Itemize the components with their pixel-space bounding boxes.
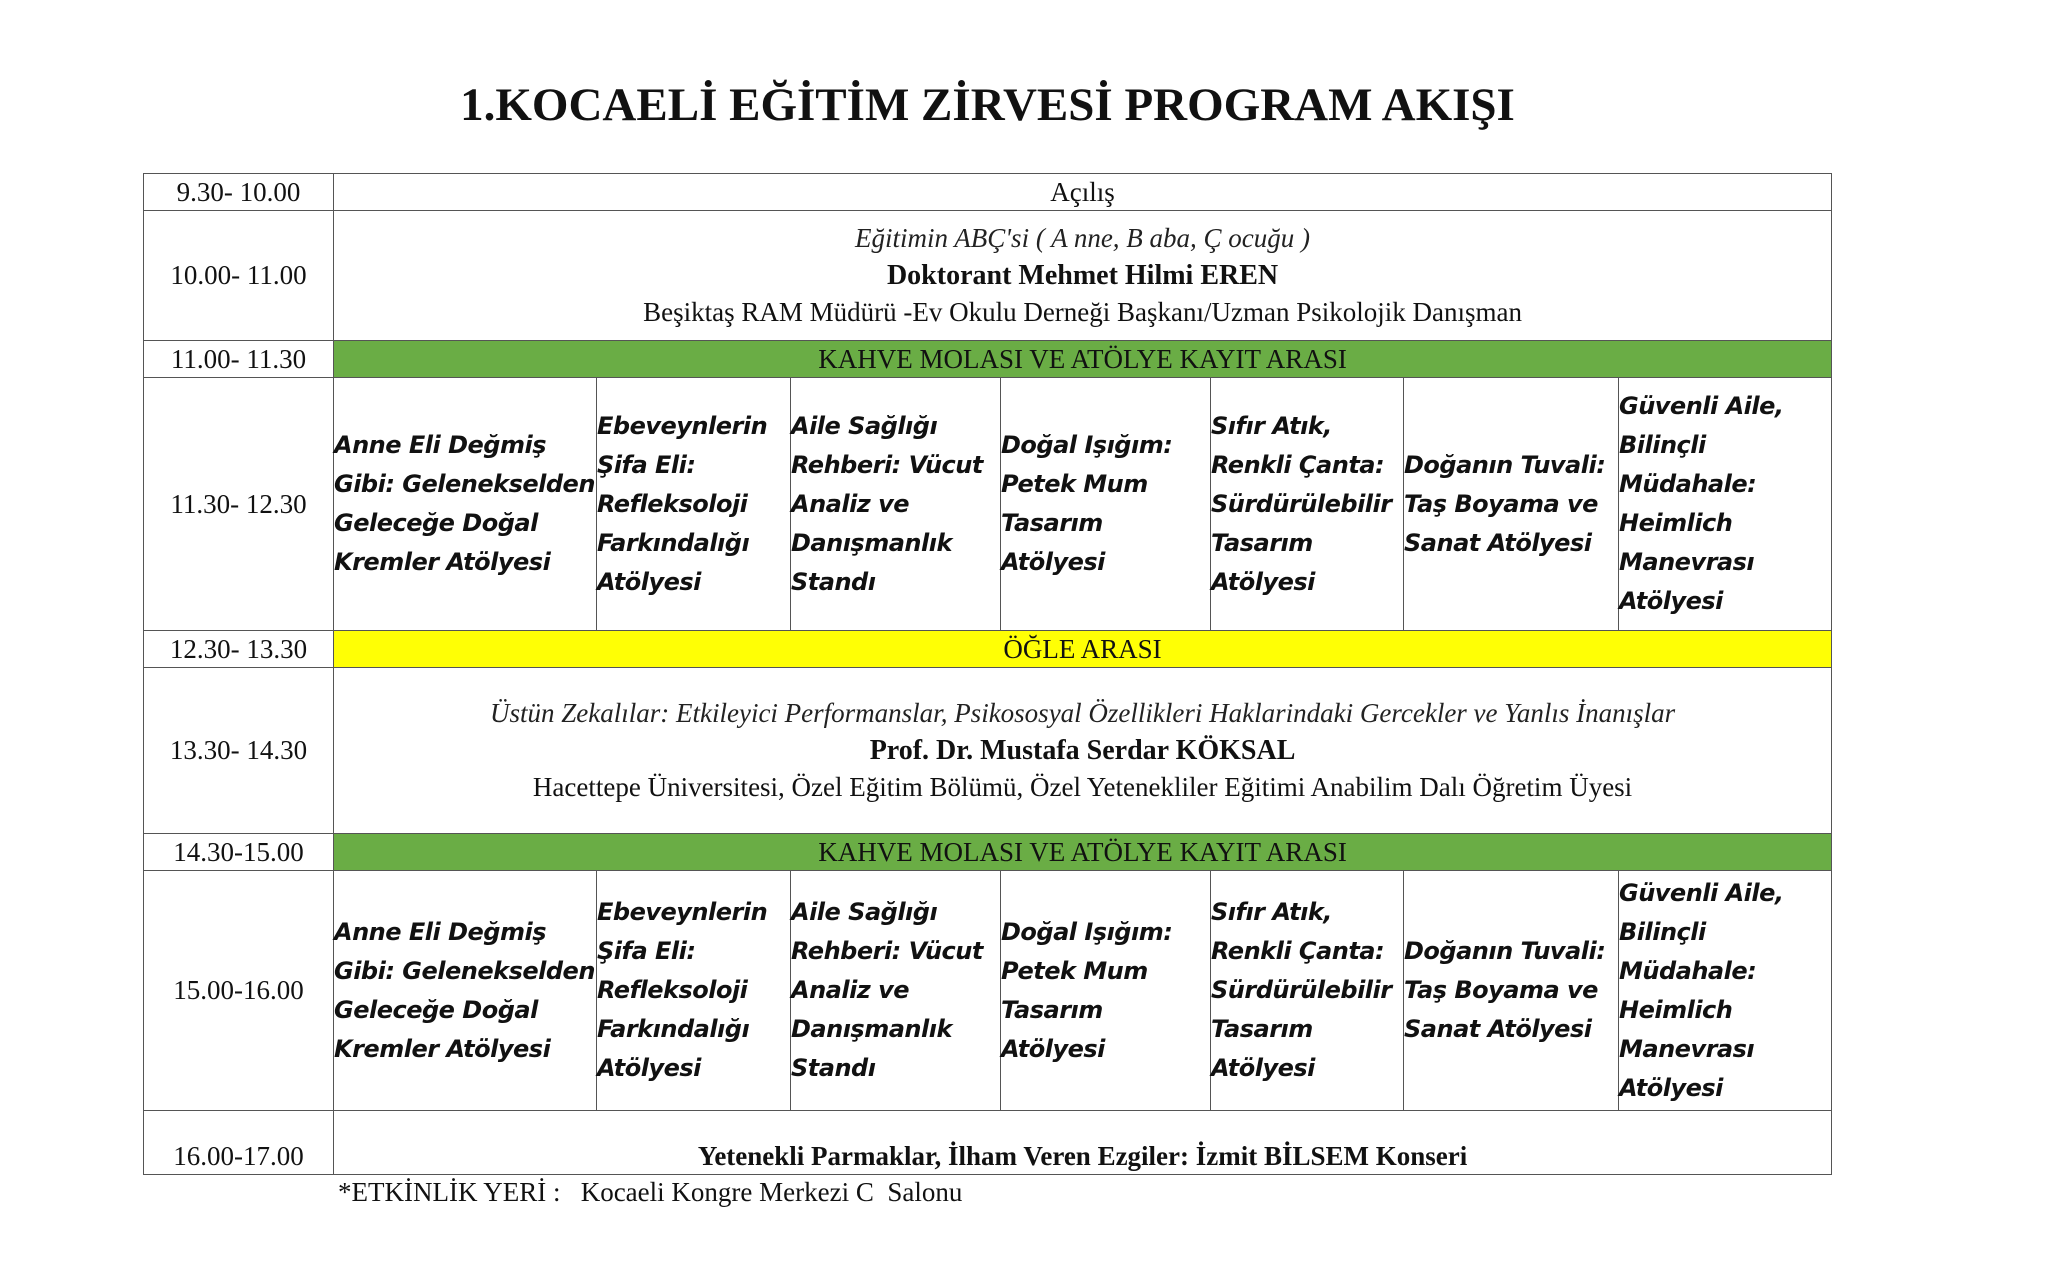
program-table [143, 173, 1832, 1175]
talk1-cell [334, 211, 1832, 341]
workshop-cell: Ebeveynlerin Şifa Eli: Refleksoloji Farkındalığı Atölyesi [597, 378, 791, 631]
workshop-cell: Güvenli Aile, Bilinçli Müdahale: Heimlich Manevrası Atölyesi [1619, 378, 1832, 631]
row-break2 [144, 834, 1832, 871]
page-title: 1.KOCAELİ EĞİTİM ZİRVESİ PROGRAM AKIŞI [460, 79, 1515, 131]
talk-affiliation: Beşiktaş RAM Müdürü -Ev Okulu Derneği Başkanı/Uzman Psikolojik Danışman [643, 297, 1522, 327]
workshop-cell: Ebeveynlerin Şifa Eli: Refleksoloji Farkındalığı Atölyesi [597, 871, 791, 1111]
time-cell: 10.00- 11.00 [144, 211, 334, 341]
row-lunch [144, 631, 1832, 668]
concert-cell: Yetenekli Parmaklar, İlham Veren Ezgiler: İzmit BİLSEM Konseri [334, 1111, 1832, 1175]
coffee-break-cell: KAHVE MOLASI VE ATÖLYE KAYIT ARASI [334, 341, 1832, 378]
time-cell: 12.30- 13.30 [144, 631, 334, 668]
coffee-break-cell: KAHVE MOLASI VE ATÖLYE KAYIT ARASI [334, 834, 1832, 871]
workshop-cell: Aile Sağlığı Rehberi: Vücut Analiz ve Danışmanlık Standı [791, 871, 1001, 1111]
workshop-cell: Doğanın Tuvali: Taş Boyama ve Sanat Atölyesi [1404, 378, 1619, 631]
time-cell: 11.30- 12.30 [144, 378, 334, 631]
workshop-cell: Anne Eli Değmiş Gibi: Gelenekselden Geleceğe Doğal Kremler Atölyesi [334, 871, 597, 1111]
time-cell: 11.00- 11.30 [144, 341, 334, 378]
time-cell: 15.00-16.00 [144, 871, 334, 1111]
workshop-cell: Sıfır Atık, Renkli Çanta: Sürdürülebilir Tasarım Atölyesi [1211, 378, 1404, 631]
row-break1 [144, 341, 1832, 378]
talk-speaker: Prof. Dr. Mustafa Serdar KÖKSAL [869, 735, 1296, 766]
time-cell: 13.30- 14.30 [144, 668, 334, 834]
workshop-cell: Doğal Işığım: Petek Mum Tasarım Atölyesi [1001, 871, 1211, 1111]
talk-title: Eğitimin ABÇ'si ( A nne, B aba, Ç ocuğu ) [855, 223, 1311, 253]
row-opening [144, 174, 1832, 211]
talk2-cell [334, 668, 1832, 834]
workshop-cell: Aile Sağlığı Rehberi: Vücut Analiz ve Danışmanlık Standı [791, 378, 1001, 631]
talk-speaker: Doktorant Mehmet Hilmi EREN [886, 260, 1279, 291]
row-workshops1 [144, 378, 1832, 631]
workshop-cell: Sıfır Atık, Renkli Çanta: Sürdürülebilir Tasarım Atölyesi [1211, 871, 1404, 1111]
time-cell: 9.30- 10.00 [144, 174, 334, 211]
opening-cell: Açılış [334, 174, 1832, 211]
time-cell: 14.30-15.00 [144, 834, 334, 871]
row-talk2 [144, 668, 1832, 834]
talk-affiliation: Hacettepe Üniversitesi, Özel Eğitim Bölümü, Özel Yetenekliler Eğitimi Anabilim Dalı Öğretim Üyesi [532, 772, 1633, 802]
talk-title: Üstün Zekalılar: Etkileyici Performanslar, Psikososyal Özellikleri Haklarindaki Gercekler ve Yanlıs İnanışlar [490, 698, 1676, 728]
workshop-cell: Güvenli Aile, Bilinçli Müdahale: Heimlich Manevrası Atölyesi [1619, 871, 1832, 1111]
workshop-cell: Doğanın Tuvali: Taş Boyama ve Sanat Atölyesi [1404, 871, 1619, 1111]
lunch-break-cell: ÖĞLE ARASI [334, 631, 1832, 668]
workshop-cell: Anne Eli Değmiş Gibi: Gelenekselden Geleceğe Doğal Kremler Atölyesi [334, 378, 597, 631]
workshop-cell: Doğal Işığım: Petek Mum Tasarım Atölyesi [1001, 378, 1211, 631]
row-workshops2 [144, 871, 1832, 1111]
row-talk1 [144, 211, 1832, 341]
venue-note: *ETKİNLİK YERİ : Kocaeli Kongre Merkezi C Salonu [338, 1177, 963, 1207]
row-concert [144, 1111, 1832, 1175]
time-cell: 16.00-17.00 [144, 1111, 334, 1175]
